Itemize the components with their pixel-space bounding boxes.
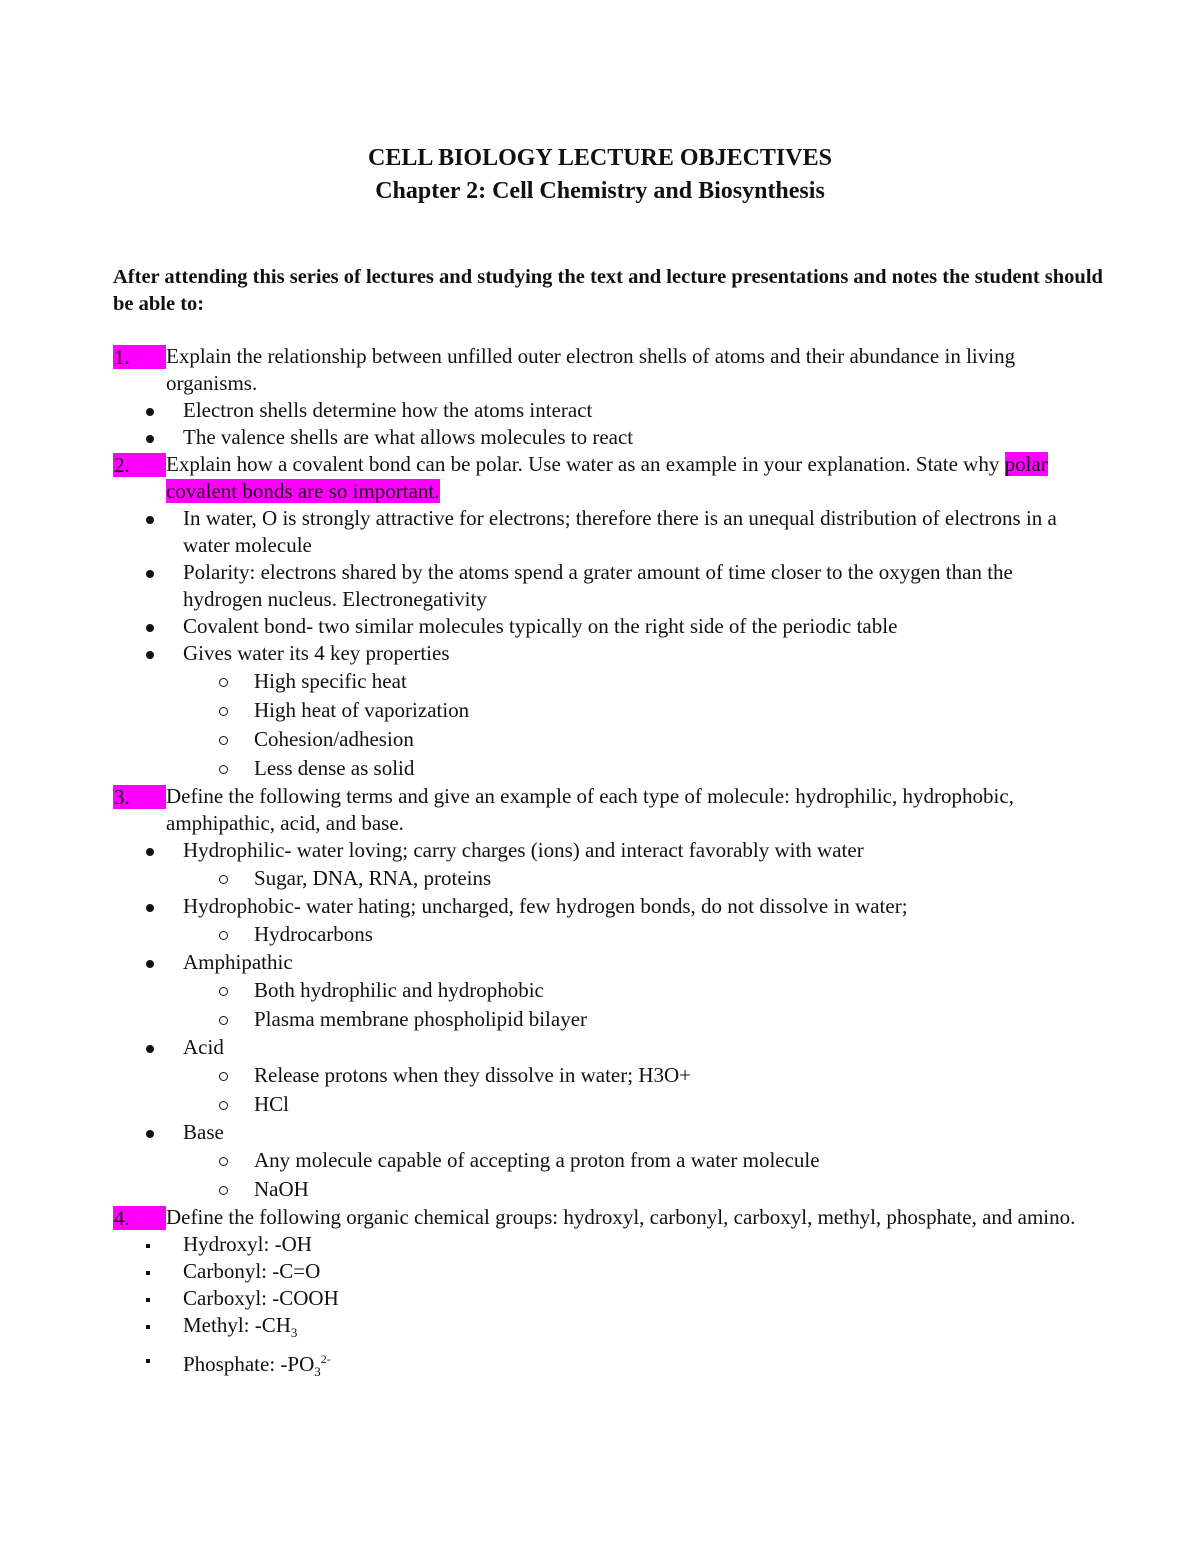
sub-list-item: Cohesion/adhesion (0, 725, 1074, 754)
bullet-icon (146, 1045, 154, 1053)
list-item: In water, O is strongly attractive for electrons; therefore there is an unequal distribution of electrons in a water molecule (0, 505, 1083, 559)
bullet-icon (146, 848, 154, 856)
objective-text: Explain how a covalent bond can be polar. Use water as an example in your explanation. State why (166, 452, 1005, 476)
sub-list-item: NaOH (0, 1175, 1074, 1204)
list-item: Phosphate: $-PO_3^{2-}$ (0, 1346, 1083, 1385)
objective-text: Define the following terms and give an example of each type of molecule: hydrophilic, hydrophobic, amphipathic, acid, and base. (166, 784, 1014, 835)
list-item: Carboxyl: -COOH (0, 1285, 1083, 1312)
circle-bullet-icon (219, 765, 228, 774)
objective-text: Define the following organic chemical groups: hydroxyl, carbonyl, carboxyl, methyl, phosphate, and amino. (166, 1205, 1076, 1229)
list-item: Base (0, 1119, 1083, 1146)
list-item: Hydrophobic- water hating; uncharged, few hydrogen bonds, do not dissolve in water; (0, 893, 1083, 920)
bullet-icon (146, 651, 154, 659)
sub-list-item: Both hydrophilic and hydrophobic (0, 976, 1074, 1005)
bullet-icon (146, 516, 154, 524)
bullet-icon (146, 904, 154, 912)
objective-number: 3. (113, 785, 166, 809)
objective-2 (0, 451, 1096, 505)
circle-bullet-icon (219, 1101, 228, 1110)
square-bullet-icon (146, 1325, 150, 1329)
circle-bullet-icon (219, 875, 228, 884)
objective-3 (0, 783, 1096, 837)
bullet-icon (146, 408, 154, 416)
square-bullet-icon (146, 1244, 150, 1248)
highlighted-text: polar covalent bonds are so important. (166, 452, 1048, 503)
list-item: Amphipathic (0, 949, 1083, 976)
list-item: Gives water its 4 key properties (0, 640, 1083, 667)
list-item: Acid (0, 1034, 1083, 1061)
sub-list-item: Sugar, DNA, RNA, proteins (0, 864, 1074, 893)
bullet-icon (146, 624, 154, 632)
list-item: Methyl: $-CH_3$ (0, 1312, 1083, 1346)
sub-list-item: Hydrocarbons (0, 920, 1074, 949)
list-item: The valence shells are what allows molecules to react (0, 424, 1083, 451)
sub-list-item: Plasma membrane phospholipid bilayer (0, 1005, 1074, 1034)
circle-bullet-icon (219, 707, 228, 716)
sub-list-item: Less dense as solid (0, 754, 1074, 783)
square-bullet-icon (146, 1359, 150, 1363)
intro-paragraph: After attending this series of lectures and studying the text and lecture presentations and notes the student should be able to: (113, 266, 1103, 315)
sub-list-item: HCl (0, 1090, 1074, 1119)
circle-bullet-icon (219, 1186, 228, 1195)
sub-list-item: High specific heat (0, 667, 1074, 696)
objective-number: 2. (113, 453, 166, 477)
objective-number: 4. (113, 1206, 166, 1230)
objectives-list (0, 343, 1200, 1385)
circle-bullet-icon (219, 987, 228, 996)
superscript: 2- (320, 1352, 331, 1367)
list-item: Hydroxyl: -OH (0, 1231, 1083, 1258)
sub-list-item: Release protons when they dissolve in water; H3O+ (0, 1061, 1074, 1090)
bullet-icon (146, 570, 154, 578)
circle-bullet-icon (219, 678, 228, 687)
square-bullet-icon (146, 1298, 150, 1302)
list-item: Hydrophilic- water loving; carry charges (ions) and interact favorably with water (0, 837, 1083, 864)
bullet-icon (146, 435, 154, 443)
sub-list-item: High heat of vaporization (0, 696, 1074, 725)
list-item: Electron shells determine how the atoms interact (0, 397, 1083, 424)
circle-bullet-icon (219, 1157, 228, 1166)
document-title: CELL BIOLOGY LECTURE OBJECTIVES (368, 145, 832, 171)
objective-4 (0, 1204, 1096, 1231)
square-bullet-icon (146, 1271, 150, 1275)
list-item: Covalent bond- two similar molecules typically on the right side of the periodic table (0, 613, 1083, 640)
circle-bullet-icon (219, 931, 228, 940)
bullet-icon (146, 960, 154, 968)
list-item: Carbonyl: -C=O (0, 1258, 1083, 1285)
circle-bullet-icon (219, 1072, 228, 1081)
sub-list-item: Any molecule capable of accepting a proton from a water molecule (0, 1146, 1074, 1175)
bullet-icon (146, 1130, 154, 1138)
subscript: 3 (290, 1325, 298, 1341)
circle-bullet-icon (219, 736, 228, 745)
objective-text: Explain the relationship between unfilled outer electron shells of atoms and their abundance in living organisms. (166, 344, 1016, 395)
subscript: 3 (314, 1364, 321, 1380)
circle-bullet-icon (219, 1016, 228, 1025)
objective-number: 1. (113, 345, 166, 369)
objective-1 (0, 343, 1096, 397)
document-subtitle: Chapter 2: Cell Chemistry and Biosynthesis (375, 178, 825, 204)
list-item: Polarity: electrons shared by the atoms spend a grater amount of time closer to the oxygen than the hydrogen nucleus. Electronegativity (0, 559, 1083, 613)
